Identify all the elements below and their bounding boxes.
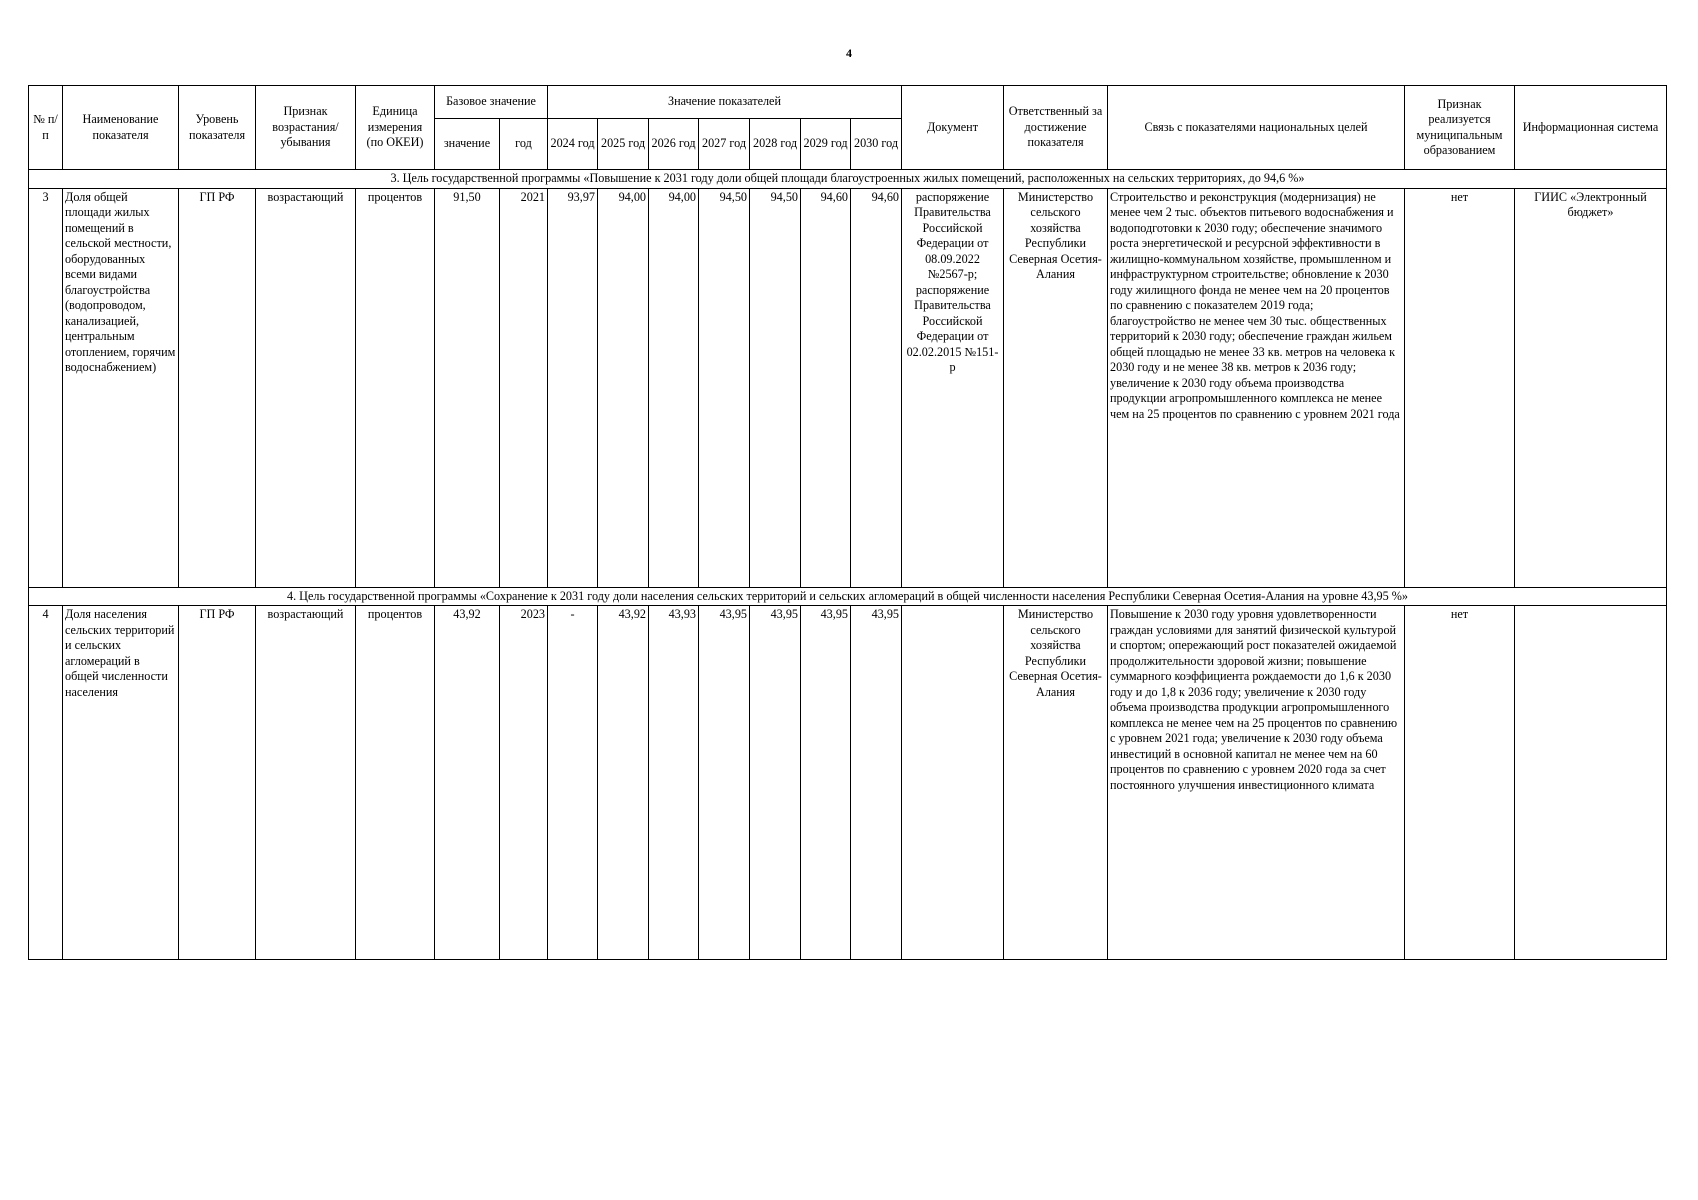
header-name: Наименование показателя bbox=[63, 86, 179, 170]
header-year-2026: 2026 год bbox=[649, 119, 699, 170]
responsible: Министерство сельского хозяйства Республики Северная Осетия-Алания bbox=[1004, 188, 1108, 587]
national-goals-link: Повышение к 2030 году уровня удовлетворенности граждан условиями для занятий физической культурой и спортом; опережающий рост показателей ожидаемой продолжительности здоровой жизни; повышение суммарного коэффициента рождаемости до 1,6 к 2030 году и до 1,8 к 2036 году; увеличение к 2030 году объема производства продукции агропромышленного комплекса не менее чем на 25 процентов по сравнению с уровнем 2021 года; увеличение к 2030 году объема инвестиций в основной капитал не менее чем на 60 процентов по сравнению с уровнем 2020 года за счет постоянного улучшения инвестиционного климата bbox=[1108, 606, 1405, 960]
header-base: Базовое значение bbox=[435, 86, 548, 119]
row-number: 3 bbox=[29, 188, 63, 587]
indicator-name: Доля общей площади жилых помещений в сельской местности, оборудованных всеми видами благоустройства (водопроводом, канализацией, центральным отоплением, горячим водоснабжением) bbox=[63, 188, 179, 587]
header-year-2025: 2025 год bbox=[598, 119, 649, 170]
header-year-2030: 2030 год bbox=[851, 119, 902, 170]
base-year: 2023 bbox=[500, 606, 548, 960]
table-row bbox=[29, 188, 1667, 587]
value-2025: 43,92 bbox=[598, 606, 649, 960]
header-year-2027: 2027 год bbox=[699, 119, 750, 170]
indicator-name: Доля населения сельских территорий и сельских агломераций в общей численности населения bbox=[63, 606, 179, 960]
header-unit: Единица измерения (по ОКЕИ) bbox=[356, 86, 435, 170]
header-document: Документ bbox=[902, 86, 1004, 170]
goal-row-3 bbox=[29, 170, 1667, 189]
goal-3-title: 3. Цель государственной программы «Повышение к 2031 году доли общей площади благоустроенных жилых помещений, расположенных на сельских территориях, до 94,6 %» bbox=[29, 170, 1667, 189]
indicator-level: ГП РФ bbox=[179, 606, 256, 960]
value-2024: - bbox=[548, 606, 598, 960]
base-value: 43,92 bbox=[435, 606, 500, 960]
header-link: Связь с показателями национальных целей bbox=[1108, 86, 1405, 170]
value-2026: 94,00 bbox=[649, 188, 699, 587]
value-2025: 94,00 bbox=[598, 188, 649, 587]
header-base-year: год bbox=[500, 119, 548, 170]
header-info: Информационная система bbox=[1515, 86, 1667, 170]
indicator-unit: процентов bbox=[356, 606, 435, 960]
header-responsible: Ответственный за достижение показателя bbox=[1004, 86, 1108, 170]
value-2026: 43,93 bbox=[649, 606, 699, 960]
value-2030: 43,95 bbox=[851, 606, 902, 960]
header-row-1 bbox=[29, 86, 1667, 119]
indicator-sign: возрастающий bbox=[256, 188, 356, 587]
info-system bbox=[1515, 606, 1667, 960]
value-2027: 94,50 bbox=[699, 188, 750, 587]
header-num: № п/п bbox=[29, 86, 63, 170]
header-year-2029: 2029 год bbox=[801, 119, 851, 170]
row-number: 4 bbox=[29, 606, 63, 960]
base-value: 91,50 bbox=[435, 188, 500, 587]
header-year-2024: 2024 год bbox=[548, 119, 598, 170]
header-sign: Признак возрастания/ убывания bbox=[256, 86, 356, 170]
value-2029: 94,60 bbox=[801, 188, 851, 587]
header-values: Значение показателей bbox=[548, 86, 902, 119]
base-year: 2021 bbox=[500, 188, 548, 587]
header-level: Уровень показателя bbox=[179, 86, 256, 170]
value-2027: 43,95 bbox=[699, 606, 750, 960]
municipal-flag: нет bbox=[1405, 606, 1515, 960]
goal-4-title: 4. Цель государственной программы «Сохранение к 2031 году доли населения сельских территорий и сельских агломераций в общей численности населения Республики Северная Осетия-Алания на уровне 43,95 %» bbox=[29, 587, 1667, 606]
info-system: ГИИС «Электронный бюджет» bbox=[1515, 188, 1667, 587]
table-row bbox=[29, 606, 1667, 960]
header-municipal: Признак реализуется муниципальным образованием bbox=[1405, 86, 1515, 170]
responsible: Министерство сельского хозяйства Республики Северная Осетия-Алания bbox=[1004, 606, 1108, 960]
municipal-flag: нет bbox=[1405, 188, 1515, 587]
indicator-unit: процентов bbox=[356, 188, 435, 587]
value-2028: 94,50 bbox=[750, 188, 801, 587]
header-base-value: значение bbox=[435, 119, 500, 170]
indicator-sign: возрастающий bbox=[256, 606, 356, 960]
value-2028: 43,95 bbox=[750, 606, 801, 960]
document-ref: распоряжение Правительства Российской Федерации от 08.09.2022 №2567-р; распоряжение Правительства Российской Федерации от 02.02.2015 №151-р bbox=[902, 188, 1004, 587]
value-2024: 93,97 bbox=[548, 188, 598, 587]
header-year-2028: 2028 год bbox=[750, 119, 801, 170]
goal-row-4 bbox=[29, 587, 1667, 606]
page-number: 4 bbox=[846, 46, 852, 60]
value-2030: 94,60 bbox=[851, 188, 902, 587]
value-2029: 43,95 bbox=[801, 606, 851, 960]
indicators-table bbox=[28, 85, 1667, 960]
indicator-level: ГП РФ bbox=[179, 188, 256, 587]
national-goals-link: Строительство и реконструкция (модернизация) не менее чем 2 тыс. объектов питьевого водоснабжения и водоподготовки к 2030 году; обеспечение значимого роста энергетической и ресурсной эффективности в жилищно-коммунальном хозяйстве, промышленном и инфраструктурном строительстве; обновление к 2030 году жилищного фонда не менее чем на 20 процентов по сравнению с показателем 2019 года; благоустройство не менее чем 30 тыс. общественных территорий к 2030 году; обеспечение граждан жильем общей площадью не менее 33 кв. метров на человека к 2030 году и не менее 38 кв. метров к 2036 году; увеличение к 2030 году объема производства продукции агропромышленного комплекса не менее чем на 25 процентов по сравнению с уровнем 2021 года bbox=[1108, 188, 1405, 587]
document-ref bbox=[902, 606, 1004, 960]
